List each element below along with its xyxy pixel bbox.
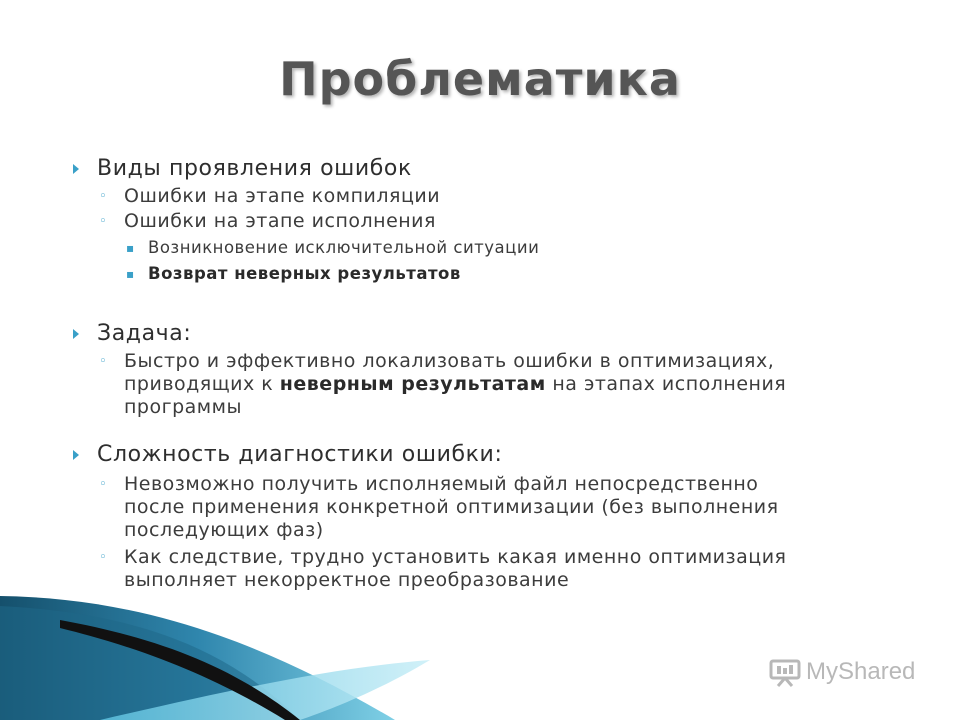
list-item: ◦ Невозможно получить исполняемый файл непосредственно после применения конкретной оптимизации (без выполнения последующих фаз) bbox=[99, 473, 779, 541]
dot-bullet-icon: ▪ bbox=[126, 267, 135, 281]
circle-bullet-icon: ◦ bbox=[99, 477, 108, 492]
section-heading: Сложность диагностики ошибки: bbox=[73, 441, 893, 469]
list-item: ◦ Как следствие, трудно установить какая именно оптимизация выполняет некорректное преобразование bbox=[99, 546, 787, 591]
slide-content bbox=[73, 155, 893, 592]
list-item: ◦ Ошибки на этапе компиляции bbox=[99, 185, 441, 207]
circle-bullet-icon: ◦ bbox=[99, 354, 108, 369]
slide-title: Проблематика bbox=[279, 52, 681, 106]
sub-list-item: ▪ Возникновение исключительной ситуации bbox=[73, 235, 893, 261]
section-heading: Задача: bbox=[73, 320, 893, 348]
bullet-arrow-icon bbox=[73, 450, 79, 460]
section-heading: Виды проявления ошибок bbox=[73, 155, 893, 183]
sub-list-item: ▪ Возврат неверных результатов bbox=[73, 261, 893, 287]
circle-bullet-icon: ◦ bbox=[99, 214, 108, 229]
bullet-arrow-icon bbox=[73, 164, 79, 174]
bullet-arrow-icon bbox=[73, 329, 79, 339]
list-item: ◦ Быстро и эффективно локализовать ошибки в оптимизациях, приводящих к неверным результатам на этапах исполнения программы bbox=[99, 350, 787, 418]
presentation-board-icon bbox=[768, 657, 802, 687]
myshared-watermark[interactable] bbox=[768, 657, 915, 687]
circle-bullet-icon: ◦ bbox=[99, 189, 108, 204]
list-item: ◦ Ошибки на этапе исполнения bbox=[99, 210, 436, 232]
dot-bullet-icon: ▪ bbox=[126, 241, 135, 255]
circle-bullet-icon: ◦ bbox=[99, 550, 108, 565]
watermark-text: MyShared bbox=[806, 658, 916, 685]
